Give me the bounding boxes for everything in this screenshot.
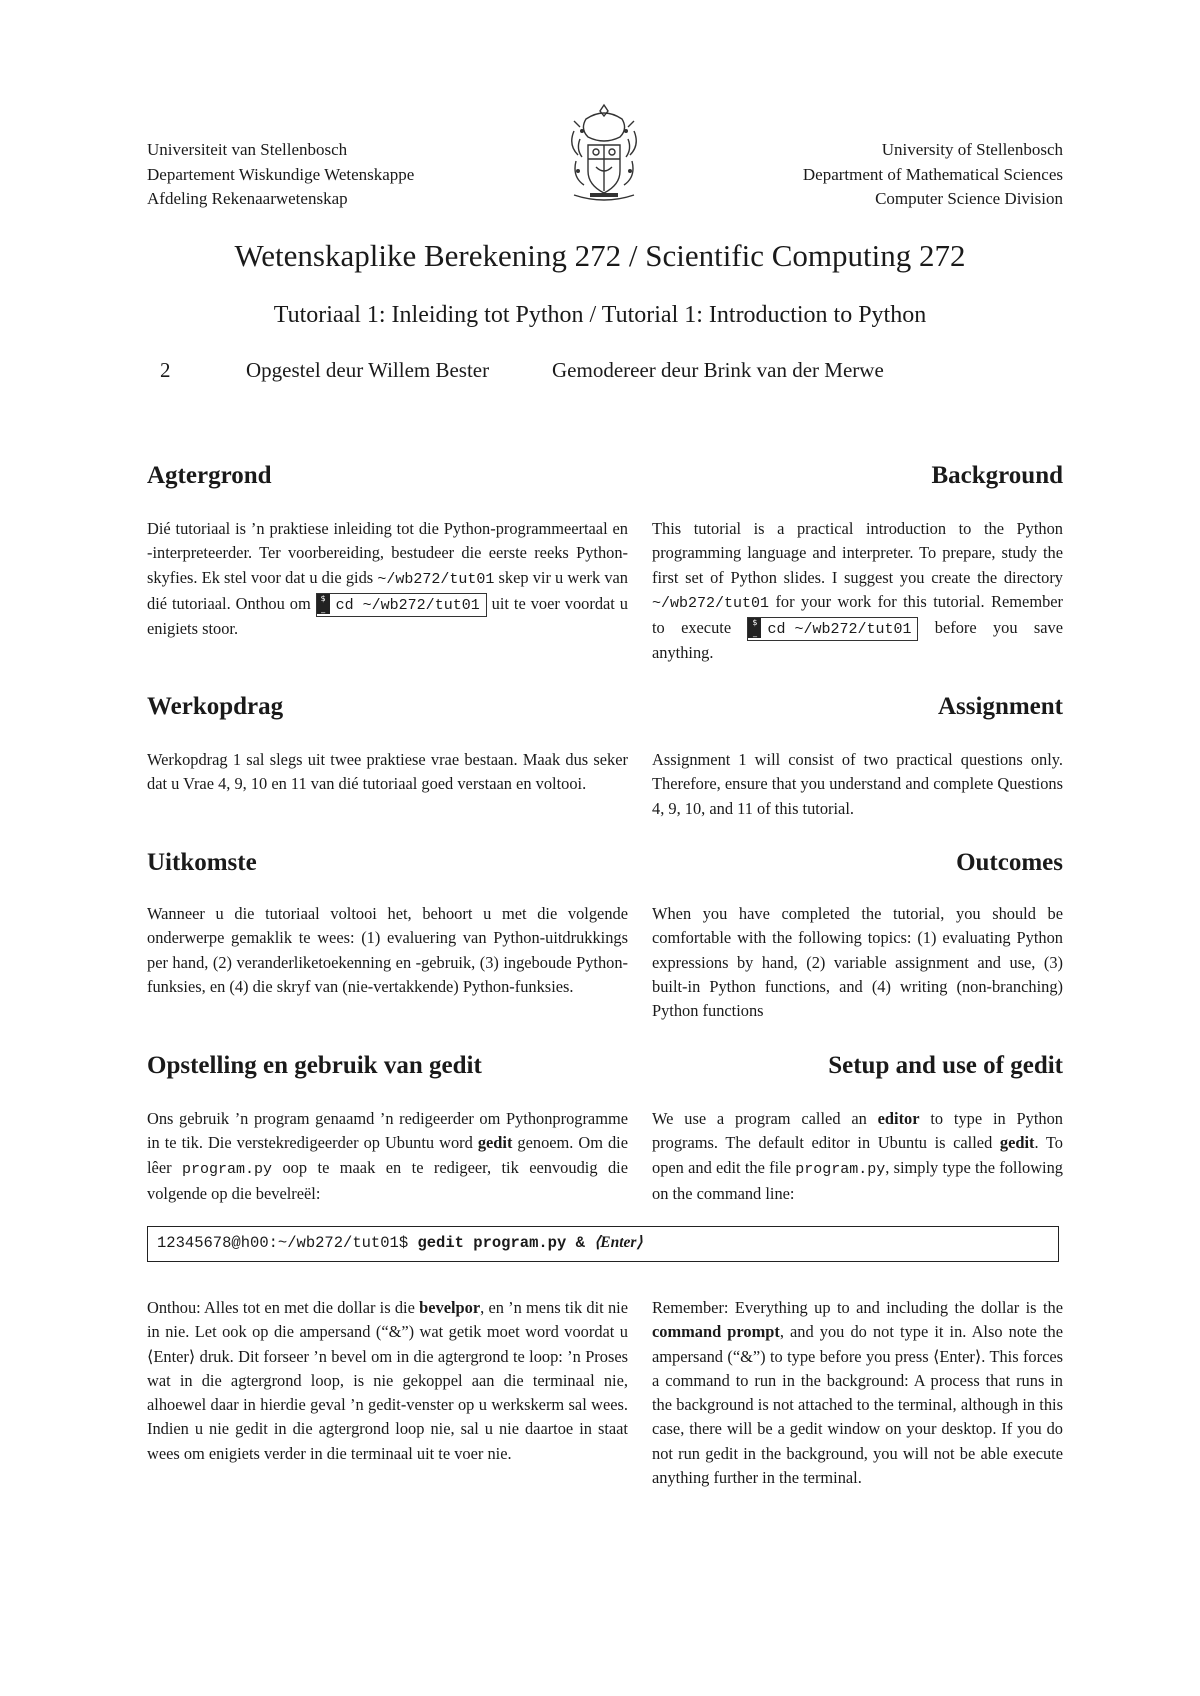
header-right xyxy=(803,138,1063,212)
directory-path: ~/wb272/tut01 xyxy=(652,594,770,612)
filename: program.py xyxy=(182,1160,273,1178)
division-en: Computer Science Division xyxy=(875,189,1063,208)
university-af: Universiteit van Stellenbosch xyxy=(147,140,348,159)
author-credit: Opgestel deur Willem Bester xyxy=(246,358,490,382)
assignment-text-af: Werkopdrag 1 sal slegs uit twee praktiese vrae bestaan. Maak dus seker dat u Vrae 4, 9, 10 en 11 van dié tutoriaal goed verstaan en voltooi. xyxy=(147,750,628,794)
remember-text-af: Onthou: Alles tot en met die dollar is die bevelpor, en ’n mens tik dit nie in nie. Let ook op die ampersand (“&”) wat getik moet word voordat u ⟨Enter⟩ druk. Dit forseer ’n bevel om in die agtergrond te loop: ’n Proses wat in die agtergrond loop, is nie gekoppel aan die terminaal nie, alhoewel daar in hierdie geval ’n gedit-venster op u werkskerm sal wees. Indien u nie gedit in die agtergrond loop nie, sal u nie daartoe in staat wees om enigiets verder in die terminaal uit te voer nie. xyxy=(147,1298,628,1463)
division-af: Afdeling Rekenaarwetenskap xyxy=(147,189,348,208)
remember-text-en: Remember: Everything up to and including the dollar is the command prompt, and you do not type it in. Also note the ampersand (“&”) to type before you press ⟨Enter⟩. This forces a command to run in the background: A process that runs in the background is not attached to the terminal, although in this case, there will be a gedit window on your desktop. If you do not run gedit in the background, you will not be able execute anything further in the terminal. xyxy=(652,1298,1063,1488)
heading-gedit-af: Opstelling en gebruik van gedit xyxy=(147,1052,482,1079)
filename: program.py xyxy=(795,1160,886,1178)
heading-background-en: Background xyxy=(931,462,1063,489)
gedit-text-en: We use a program called an editor to type in Python programs. The default editor in Ubuntu is called gedit. To open and edit the file program.py, simply type the following on the command line: xyxy=(652,1109,1063,1203)
document-title: Wetenskaplike Berekening 272 / Scientific Computing 272 xyxy=(234,238,966,273)
terminal-icon: $ _ xyxy=(317,594,330,614)
command-prompt: 12345678@h00:~/wb272/tut01$ xyxy=(157,1234,418,1252)
header-left xyxy=(147,138,414,212)
moderator-credit: Gemodereer deur Brink van der Merwe xyxy=(552,358,884,382)
gedit-command: gedit program.py & xyxy=(417,1234,585,1252)
assignment-text-en: Assignment 1 will consist of two practical questions only. Therefore, ensure that you understand and complete Questions 4, 9, 10, and 11 of this tutorial. xyxy=(652,750,1063,818)
terminal-command-line xyxy=(147,1226,1059,1262)
heading-assignment-en: Assignment xyxy=(937,693,1063,720)
document-subtitle: Tutoriaal 1: Inleiding tot Python / Tutorial 1: Introduction to Python xyxy=(273,302,927,328)
department-af: Departement Wiskundige Wetenskappe xyxy=(147,164,415,184)
heading-assignment-af: Werkopdrag xyxy=(147,693,284,720)
background-text-af: Dié tutoriaal is ’n praktiese inleiding tot die Python-programmeertaal en -interpreteerder. Ter voorbereiding, bestudeer die eerste reeks Python-skyfies. Ek stel voor dat u die gids ~/wb272/tut01 skep vir u werk van dié tutoriaal. Onthou om $ _ cd ~/wb272/tut01 uit te voer voordat u enigiets stoor. xyxy=(147,519,628,638)
heading-outcomes-en: Outcomes xyxy=(956,849,1063,876)
background-text-en: This tutorial is a practical introduction to the Python programming language and interpreter. To prepare, study the first set of Python slides. I suggest you create the directory ~/wb272/tut01 for your work for this tutorial. Remember to execute $ _ cd ~/wb272/tut01 before you save anything. xyxy=(652,519,1063,663)
terminal-icon: $ _ xyxy=(748,618,761,638)
university-crest-icon xyxy=(566,101,642,205)
heading-background-af: Agtergrond xyxy=(147,462,272,489)
heading-gedit-en: Setup and use of gedit xyxy=(828,1052,1063,1079)
enter-key: ⟨Enter⟩ xyxy=(594,1234,643,1251)
command-box: $ _ cd ~/wb272/tut01 xyxy=(747,617,918,641)
outcomes-text-af: Wanneer u die tutoriaal voltooi het, behoort u met die volgende onderwerpe gemaklik te wees: (1) evaluering van Python-uitdrukkings per hand, (2) veranderliketoekenning en -gebruik, (3) ingeboude Python-funksies, en (4) die skryf van (nie-vertakkende) Python-funksies. xyxy=(147,904,628,996)
directory-path: ~/wb272/tut01 xyxy=(377,570,495,588)
department-en: Department of Mathematical Sciences xyxy=(802,164,1063,184)
outcomes-text-en: When you have completed the tutorial, you should be comfortable with the following topics: (1) evaluating Python expressions by hand, (2) variable assignment and use, (3) built-in Python functions, and (4) writing (non-branching) Python functions xyxy=(652,904,1063,1021)
command-box: $ _ cd ~/wb272/tut01 xyxy=(316,593,487,617)
heading-outcomes-af: Uitkomste xyxy=(147,849,257,876)
tutorial-number: 2 xyxy=(160,358,171,382)
university-en: University of Stellenbosch xyxy=(881,140,1063,159)
gedit-text-af: Ons gebruik ’n program genaamd ’n redigeerder om Pythonprogramme in te tik. Die verstekredigeerder op Ubuntu word gedit genoem. Om die lêer program.py oop te maak en te redigeer, tik eenvoudig die volgende op die bevelreël: xyxy=(147,1109,629,1203)
